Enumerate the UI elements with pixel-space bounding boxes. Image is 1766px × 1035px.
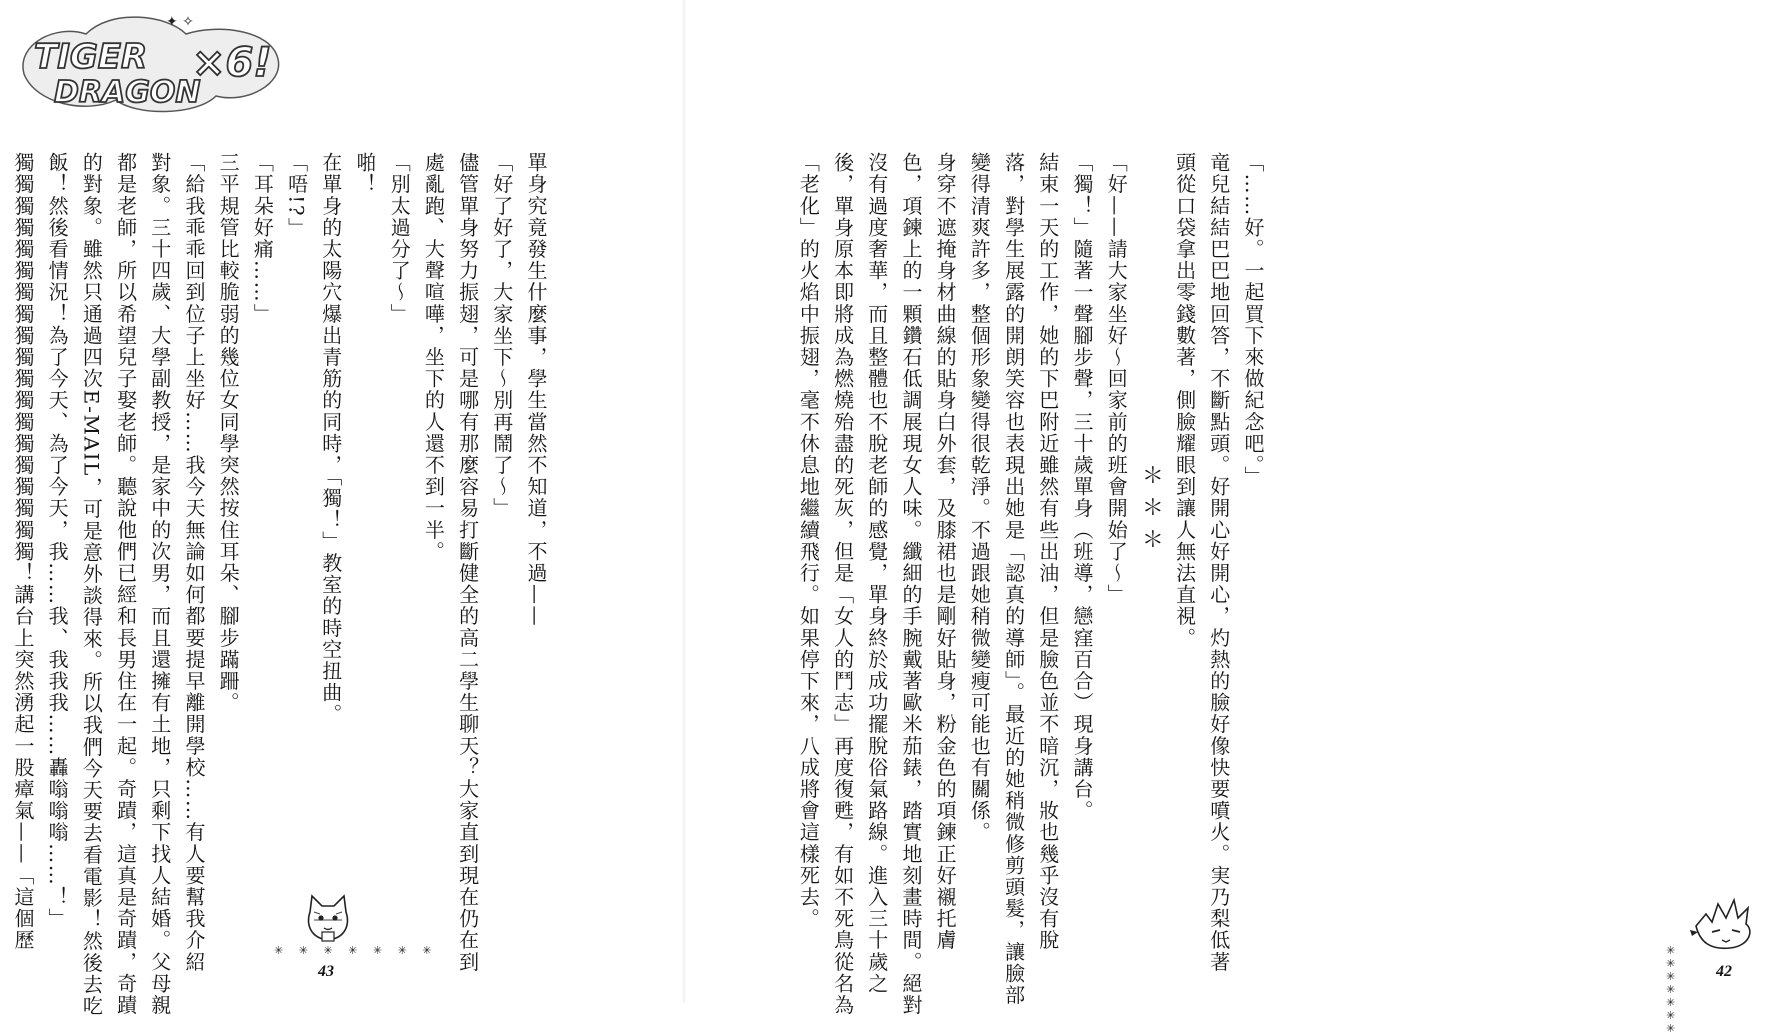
text-line: 單身究竟發生什麼事，學生當然不知道，不過—— xyxy=(524,152,548,628)
text-line: 的對象。雖然只通過四次E-MAIL，可是意外談得來。所以我們今天要去看電影！然後去吃 xyxy=(79,152,104,1018)
page-number: 43 xyxy=(318,963,334,980)
text-line: 結束一天的工作，她的下巴附近雖然有些出油，但是臉色並不暗沉，妝也幾乎沒有脫 xyxy=(1035,152,1060,952)
text-line: 變得清爽許多，整個形象變得很乾淨。不過跟她稍微變瘦可能也有關係。 xyxy=(967,152,992,844)
text-line: 都是老師，所以希望兒子娶老師。聽說他們已經和長男住在一起。奇蹟，這真是奇蹟，奇蹟 xyxy=(113,152,138,1016)
tiger-dragon-logo xyxy=(16,4,286,124)
logo-x6: ×6! xyxy=(192,40,272,86)
text-line: 處亂跑、大聲喧嘩，坐下的人還不到一半。 xyxy=(421,152,446,563)
text-line: 在單身的太陽穴爆出青筋的同時，「獨！」教室的時空扭曲。 xyxy=(318,152,343,726)
text-line: 對象。三十四歲、大學副教授，是家中的次男，而且還擁有土地，只剩下找人結婚。父母親 xyxy=(147,152,172,1016)
text-line: 「別太過分了～」 xyxy=(387,152,412,325)
scene-break: ＊＊＊ xyxy=(1138,464,1164,560)
text-line: 落，對學生展露的開朗笑容也表現出她是「認真的導師」。最近的她稍微修剪頭髮，讓臉部 xyxy=(1001,152,1026,1006)
logo-line1: TIGER xyxy=(34,37,148,77)
page-number: 42 xyxy=(1716,963,1732,980)
page-43 xyxy=(0,0,684,1018)
text-line: 「好了好了，大家坐下～別再鬧了～」 xyxy=(489,152,514,520)
text-line: 獨獨獨獨獨獨獨獨獨獨獨獨獨獨獨獨獨獨獨！講台上突然湧起一股瘴氣——「這個歷 xyxy=(10,152,35,952)
dragon-mascot-icon xyxy=(1688,896,1766,954)
logo-sparkle-icon: ✦ ✧ xyxy=(166,14,194,30)
logo-line2: DRAGON xyxy=(54,75,201,110)
text-line: 「……好。一起買下來做紀念吧。」 xyxy=(1241,152,1265,488)
text-line: 竜兒結結巴巴地回答，不斷點頭。好開心好開心，灼熱的臉好像快要噴火。実乃梨低著 xyxy=(1206,152,1231,973)
decorative-stars-icon: ✳ ✳ ✳ ✳ ✳ ✳ ✳ xyxy=(274,944,438,957)
text-line: 「給我乖乖回到位子上坐好……我今天無論如何都要提早離開學校……有人要幫我介紹 xyxy=(181,152,206,973)
right-page-text xyxy=(770,152,1270,1016)
text-line: 頭從口袋拿出零錢數著，側臉耀眼到讓人無法直視。 xyxy=(1172,152,1197,649)
text-line: 儘管單身努力振翅，可是哪有那麼容易打斷健全的高二學生聊天？大家直到現在仍在到 xyxy=(455,152,480,973)
cat-mascot-icon xyxy=(300,890,356,950)
text-line: 沒有過度奢華，而且整體也不脫老師的感覺，單身終於成功擺脫俗氣路線。進入三十歲之 xyxy=(864,152,889,995)
text-line: 後，單身原本即將成為燃燒殆盡的死灰，但是「女人的鬥志」再度復甦，有如不死鳥從名為 xyxy=(830,152,855,1016)
text-line: 色，項鍊上的一顆鑽石低調展現女人味。纖細的手腕戴著歐米茄錶，踏實地刻畫時間。絕對 xyxy=(898,152,923,1016)
decorative-stars-icon: ✳ ✳ ✳ ✳ ✳ ✳ ✳ xyxy=(1666,944,1682,1035)
text-line: 身穿不遮掩身材曲線的貼身白外套，及膝裙也是剛好貼身，粉金色的項鍊正好襯托膚 xyxy=(933,152,958,952)
text-line: 飯！然後看情況！為了今天、為了今天，我……我、我我我……轟嗡嗡嗡……！」 xyxy=(45,152,70,930)
text-line: 「獨！」隨著一聲腳步聲，三十歲單身（班導，戀窪百合）現身講台。 xyxy=(1069,152,1094,822)
text-line: 啪！ xyxy=(352,152,377,196)
text-line: 「唔!?」 xyxy=(284,152,309,239)
text-line: 「好——請大家坐好～回家前的班會開始了～」 xyxy=(1104,152,1129,606)
text-line: 「耳朵好痛……」 xyxy=(250,152,275,325)
text-line: 「老化」的火焰中振翅，毫不休息地繼續飛行。如果停下來，八成將會這樣死去。 xyxy=(796,152,821,930)
text-line: 三平規管比較脆弱的幾位女同學突然按住耳朵、腳步蹣跚。 xyxy=(216,152,241,714)
